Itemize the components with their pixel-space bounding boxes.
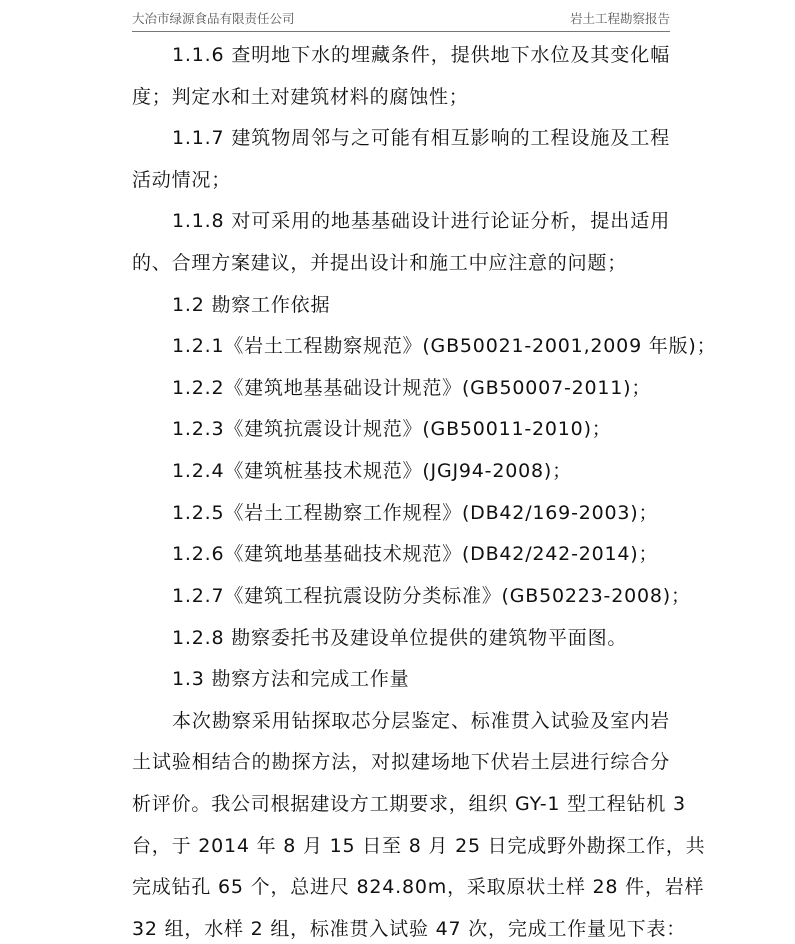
header-company: 大冶市绿源食品有限责任公司 [132,11,295,26]
page-header [132,7,670,29]
text-line: 度；判定水和土对建筑材料的腐蚀性； [132,86,469,108]
reference-item: 1.2.6《建筑地基基础技术规范》(DB42/242-2014)； [172,543,659,565]
reference-item: 1.2.5《岩土工程勘察工作规程》(DB42/169-2003)； [172,502,659,524]
text-line: 本次勘察采用钻探取芯分层鉴定、标准贯入试验及室内岩 [172,710,670,732]
section-heading: 1.2 勘察工作依据 [172,294,331,316]
header-report-title: 岩土工程勘察报告 [569,11,670,26]
text-line: 台，于 2014 年 8 月 15 日至 8 月 25 日完成野外勘探工作，共 [132,835,706,857]
text-line: 的、合理方案建议，并提出设计和施工中应注意的问题； [132,252,628,274]
reference-item: 1.2.2《建筑地基基础设计规范》(GB50007-2011)； [172,377,652,399]
reference-item: 1.2.7《建筑工程抗震设防分类标准》(GB50223-2008)； [172,585,691,607]
text-line: 32 组，水样 2 组，标准贯入试验 47 次，完成工作量见下表： [132,918,687,940]
text-line: 活动情况； [132,169,232,191]
reference-item: 1.2.3《建筑抗震设计规范》(GB50011-2010)； [172,418,612,440]
text-line: 土试验相结合的勘探方法，对拟建场地下伏岩土层进行综合分 [132,751,670,773]
header-rule [132,31,670,32]
text-line: 1.1.8 对可采用的地基基础设计进行论证分析，提出适用 [172,210,670,232]
text-line: 析评价。我公司根据建设方工期要求，组织 GY-1 型工程钻机 3 [132,793,686,815]
section-heading: 1.3 勘察方法和完成工作量 [172,668,410,690]
text-line: 完成钻孔 65 个，总进尺 824.80m，采取原状土样 28 件，岩样 [132,876,705,898]
reference-item: 1.2.4《建筑桩基技术规范》(JGJ94-2008)； [172,460,572,482]
text-line: 1.1.6 查明地下水的埋藏条件，提供地下水位及其变化幅 [172,44,670,66]
text-line: 1.1.7 建筑物周邻与之可能有相互影响的工程设施及工程 [172,127,670,149]
reference-item: 1.2.8 勘察委托书及建设单位提供的建筑物平面图。 [172,627,628,649]
reference-item: 1.2.1《岩土工程勘察规范》(GB50021-2001,2009 年版)； [172,335,717,357]
